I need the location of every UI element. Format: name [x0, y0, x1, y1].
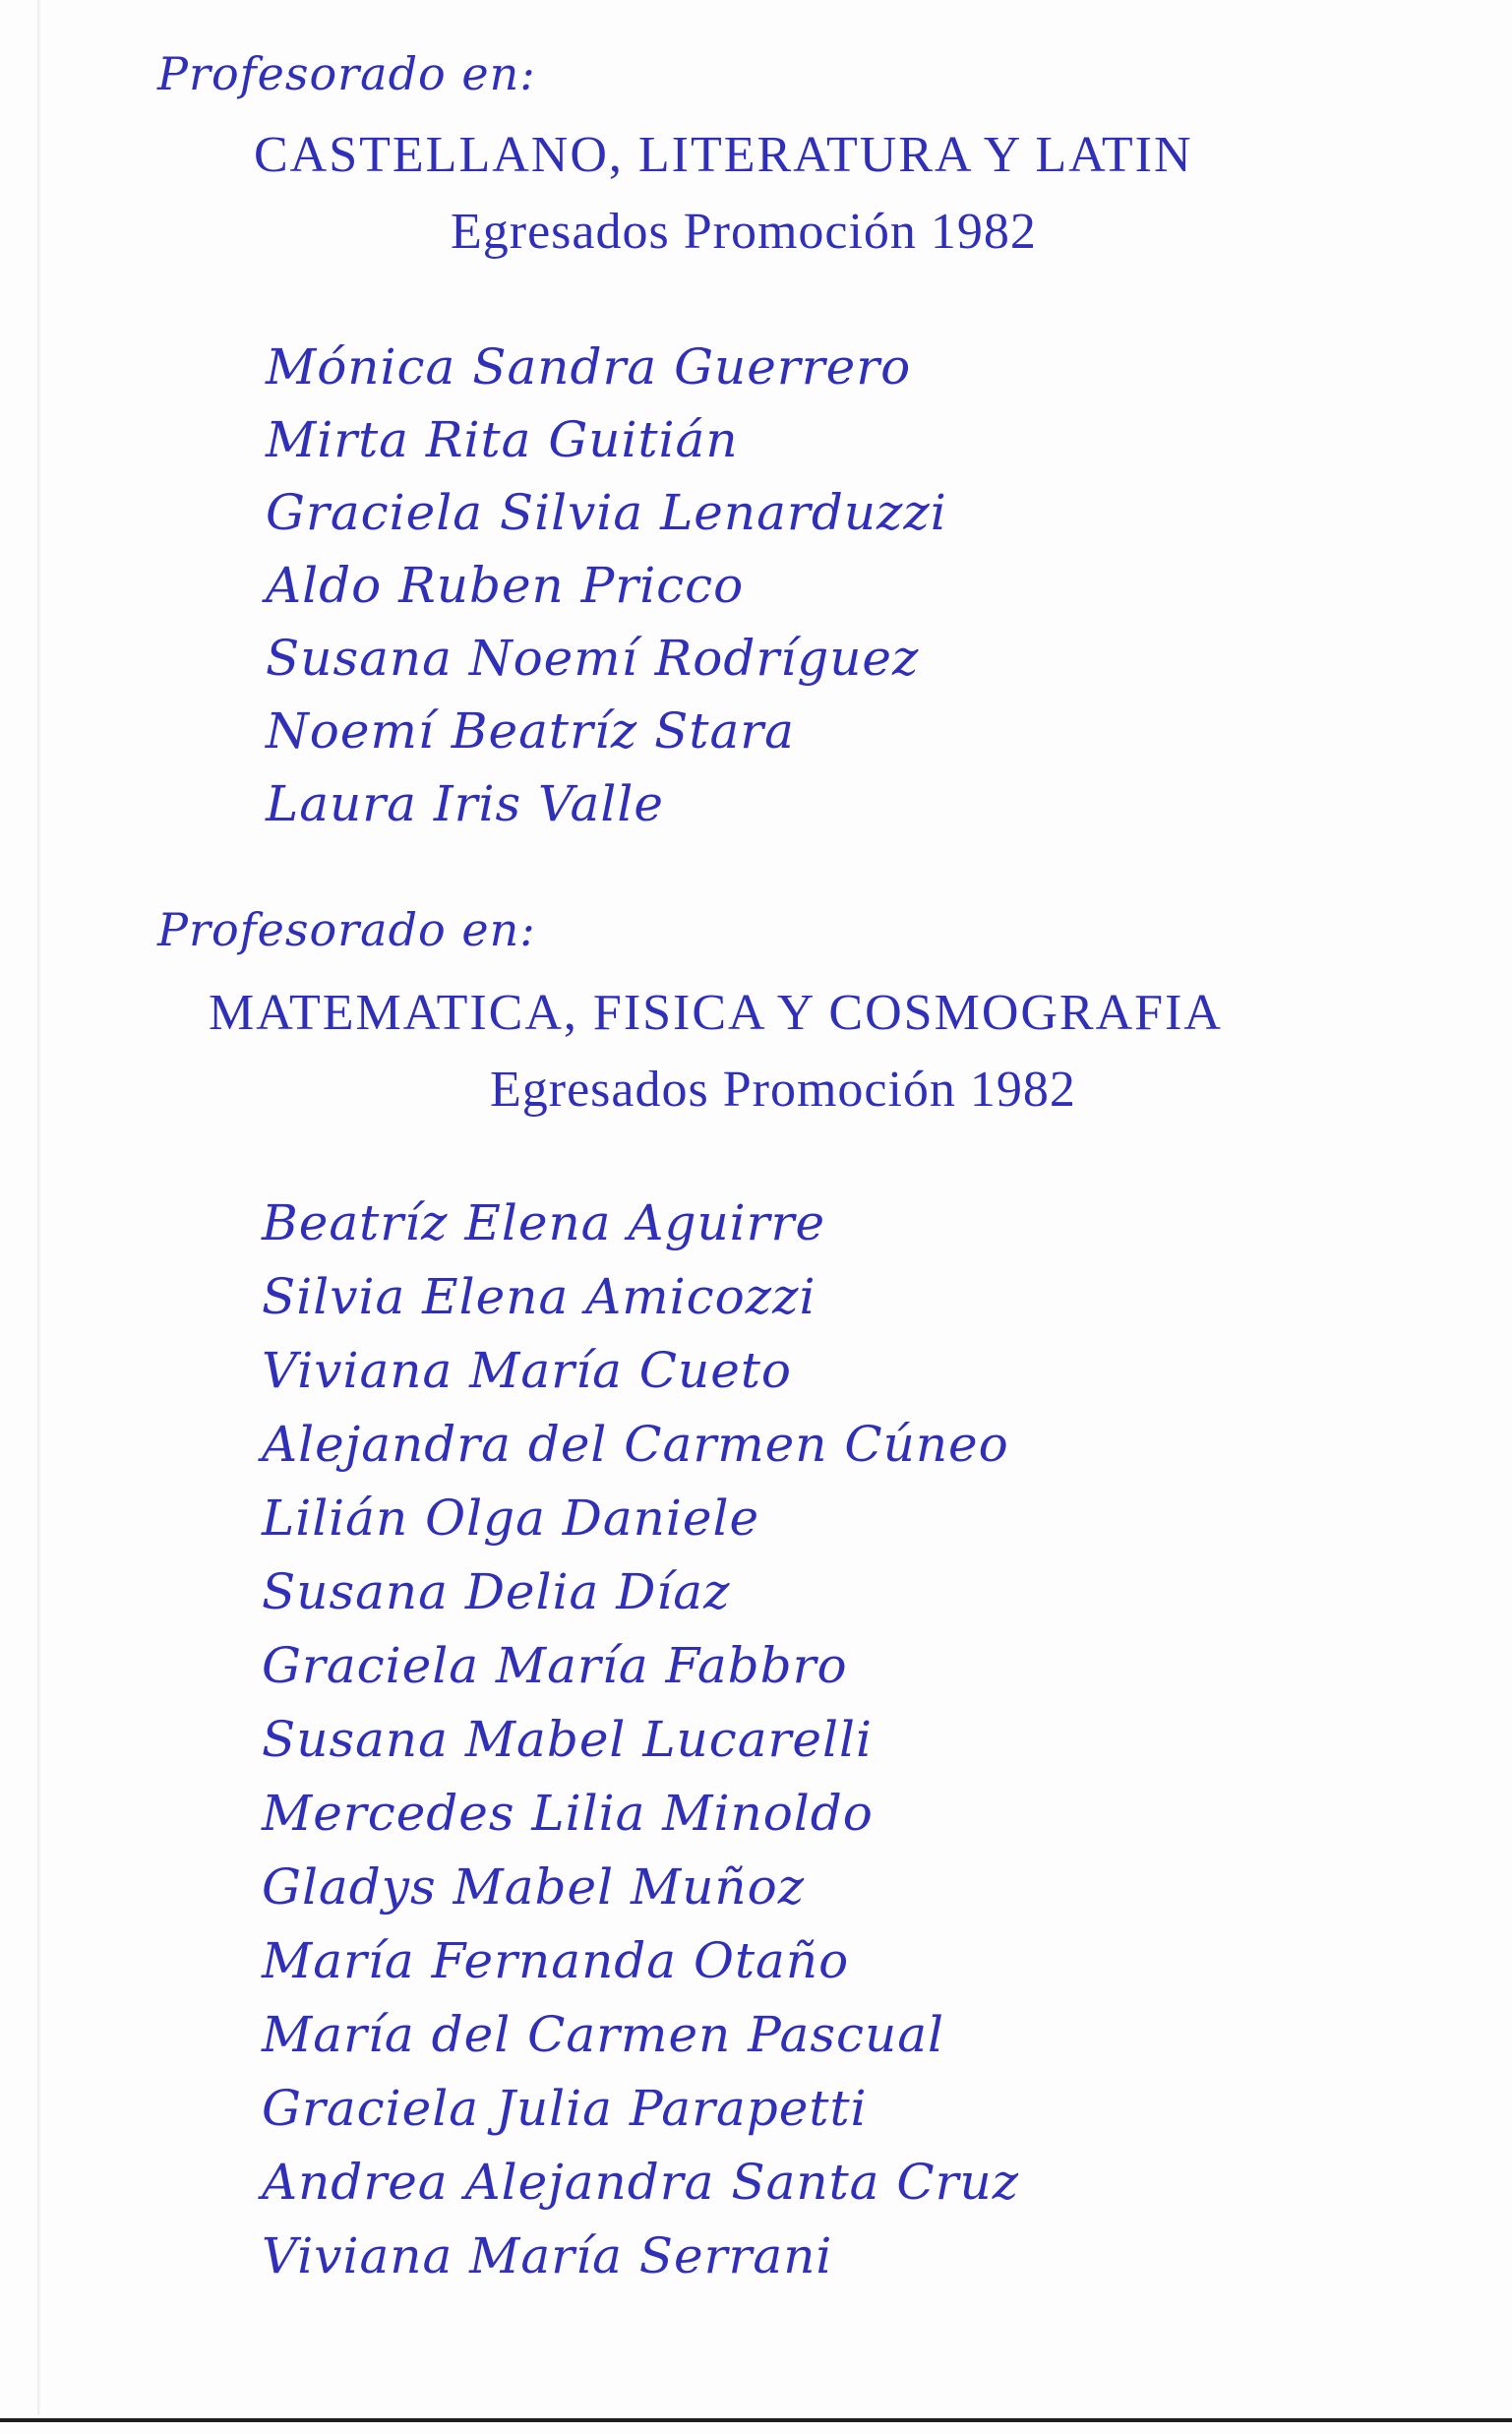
- section-2-label: Profesorado en:: [157, 903, 536, 956]
- page-fold-shadow: [37, 0, 40, 2415]
- section-1-graduate-list: [266, 331, 947, 840]
- graduate-name: María del Carmen Pascual: [262, 2006, 945, 2063]
- graduate-name: Mónica Sandra Guerrero: [266, 338, 912, 396]
- graduate-name: Noemí Beatríz Stara: [266, 702, 795, 760]
- section-2-graduate-list: [262, 1187, 1019, 2293]
- graduate-name: Mirta Rita Guitián: [266, 411, 739, 468]
- graduate-name: Gladys Mabel Muñoz: [262, 1858, 806, 1916]
- section-1-promotion: Egresados Promoción 1982: [451, 204, 1037, 260]
- graduate-name: Laura Iris Valle: [266, 775, 664, 832]
- graduate-name: Susana Delia Díaz: [262, 1563, 731, 1620]
- graduate-name: Viviana María Serrani: [262, 2227, 833, 2284]
- graduate-name: Graciela Julia Parapetti: [262, 2080, 868, 2137]
- graduate-name: Beatríz Elena Aguirre: [262, 1194, 826, 1251]
- graduate-name: Susana Mabel Lucarelli: [262, 1711, 873, 1768]
- graduate-name: Graciela María Fabbro: [262, 1637, 848, 1694]
- section-1-label: Profesorado en:: [157, 47, 536, 100]
- graduate-name: Lilián Olga Daniele: [262, 1490, 760, 1547]
- graduate-name: Graciela Silvia Lenarduzzi: [266, 484, 947, 541]
- section-2-subject: MATEMATICA, FISICA Y COSMOGRAFIA: [209, 985, 1223, 1041]
- graduate-name: Alejandra del Carmen Cúneo: [262, 1416, 1009, 1473]
- graduate-name: María Fernanda Otaño: [262, 1932, 850, 1989]
- graduate-name: Aldo Ruben Pricco: [266, 557, 745, 614]
- page-bottom-edge: [0, 2418, 1512, 2422]
- section-2-promotion: Egresados Promoción 1982: [490, 1062, 1076, 1118]
- graduate-name: Silvia Elena Amicozzi: [262, 1268, 816, 1325]
- graduate-name: Mercedes Lilia Minoldo: [262, 1785, 874, 1842]
- graduate-name: Viviana María Cueto: [262, 1342, 793, 1399]
- graduate-name: Andrea Alejandra Santa Cruz: [262, 2154, 1020, 2211]
- graduate-name: Susana Noemí Rodríguez: [266, 630, 920, 687]
- section-1-subject: CASTELLANO, LITERATURA Y LATIN: [254, 127, 1193, 183]
